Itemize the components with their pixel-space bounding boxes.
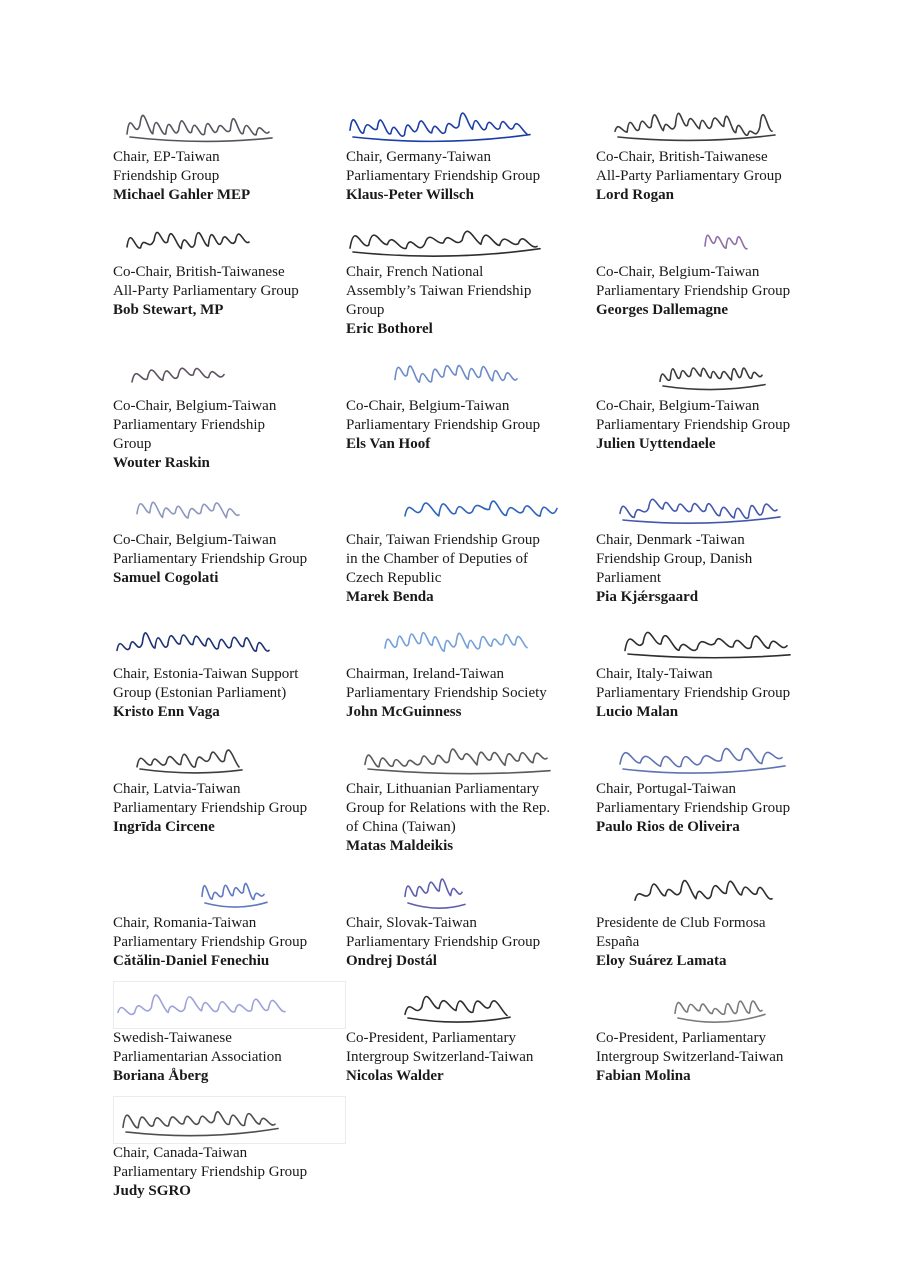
signatory-title-line: Chair, Denmark -Taiwan	[596, 532, 745, 548]
signatory-block	[346, 349, 596, 473]
signatory-name: Fabian Molina	[596, 1068, 691, 1084]
signatory-block	[596, 732, 815, 856]
signatory-title-line: Co-Chair, Belgium-Taiwan	[596, 264, 760, 280]
signature-image	[113, 215, 346, 263]
signatory-title-line: Parliamentary Friendship Group	[113, 551, 308, 567]
signature-stroke	[198, 866, 363, 914]
signatory-title	[346, 148, 596, 186]
signatory-title	[346, 531, 596, 588]
signatory-grid	[113, 100, 825, 1201]
signatory-block	[113, 617, 346, 722]
signature-image	[113, 866, 346, 914]
signatory-title-line: Chair, Lithuanian Parliamentary	[346, 781, 540, 797]
signatory-title-line: Chair, French National	[346, 264, 484, 280]
signatory-title	[113, 665, 346, 703]
signatory-block	[346, 981, 596, 1086]
signature-image	[113, 617, 346, 665]
signature-image	[346, 100, 596, 148]
signatory-title-line: Parliamentary Friendship Group	[346, 417, 541, 433]
signature-image	[596, 617, 815, 665]
signatory-title-line: Chair, Estonia-Taiwan Support	[113, 666, 299, 682]
signatory-block	[113, 215, 346, 339]
signatory-name: Wouter Raskin	[113, 455, 210, 471]
signatory-block	[113, 866, 346, 971]
signature-image	[113, 732, 346, 780]
signatory-block	[113, 349, 346, 473]
signatory-title	[113, 148, 346, 186]
signature-stroke	[123, 215, 273, 263]
signatory-title-line: Friendship Group	[113, 168, 220, 184]
signatory-title-line: Chair, Romania-Taiwan	[113, 915, 257, 931]
signatory-title-line: Chair, Slovak-Taiwan	[346, 915, 477, 931]
signatory-name: Judy SGRO	[113, 1183, 191, 1199]
signatory-block	[596, 617, 815, 722]
signature-stroke	[616, 732, 816, 780]
signature-image	[596, 483, 815, 531]
signature-stroke	[113, 617, 283, 665]
signatory-block	[596, 866, 815, 971]
signatory-block	[346, 483, 596, 607]
signatory-title-line: Parliamentary Friendship Society	[346, 685, 547, 701]
signatory-name: Marek Benda	[346, 589, 434, 605]
signature-stroke	[128, 349, 253, 397]
signature-image	[113, 349, 346, 397]
signature-image	[596, 349, 815, 397]
signature-stroke	[401, 483, 626, 531]
signature-stroke	[401, 981, 576, 1029]
signatory-title-line: Presidente de Club Formosa	[596, 915, 766, 931]
signatory-title-line: Group for Relations with the Rep.	[346, 800, 551, 816]
signature-image	[113, 483, 346, 531]
signature-image	[113, 981, 346, 1029]
signatory-name: Pia Kjǽrsgaard	[596, 589, 699, 605]
signatory-block	[346, 617, 596, 722]
signatory-title-line: Intergroup Switzerland-Taiwan	[346, 1049, 534, 1065]
signature-image	[596, 866, 815, 914]
signatory-name: Eloy Suárez Lamata	[596, 953, 727, 969]
signatory-title	[113, 1029, 346, 1067]
signatory-block	[113, 483, 346, 607]
signatory-title-line: Parliamentary Friendship Group	[596, 283, 791, 299]
signatory-title-line: Group (Estonian Parliament)	[113, 685, 287, 701]
signatory-title-line: Parliamentary Friendship Group	[113, 934, 308, 950]
signatory-name: Els Van Hoof	[346, 436, 431, 452]
signatory-title	[596, 148, 815, 186]
signature-image	[346, 349, 596, 397]
signature-stroke	[631, 866, 821, 914]
signatory-block	[346, 732, 596, 856]
signature-image	[596, 215, 815, 263]
signature-image	[113, 1096, 346, 1144]
signatory-title	[596, 914, 815, 952]
signatory-title-line: Parliamentary Friendship Group	[596, 800, 791, 816]
signatory-title-line: Parliamentary Friendship Group	[346, 168, 541, 184]
signature-image	[596, 100, 815, 148]
signatory-title-line: Parliamentary Friendship Group	[346, 934, 541, 950]
signatory-title	[346, 665, 596, 703]
signatory-title-line: Group	[346, 302, 385, 318]
signatory-block	[113, 100, 346, 205]
signatory-name: Boriana Åberg	[113, 1068, 209, 1084]
signature-image	[346, 215, 596, 263]
signatory-title	[113, 914, 346, 952]
signatory-name: Ondrej Dostál	[346, 953, 437, 969]
signatory-title	[113, 263, 346, 301]
signature-stroke	[621, 617, 826, 665]
signatory-name: Klaus-Peter Willsch	[346, 187, 474, 203]
signatory-title-line: Chair, Taiwan Friendship Group	[346, 532, 540, 548]
signatory-title-line: Co-Chair, British-Taiwanese	[596, 149, 768, 165]
signatory-block	[346, 100, 596, 205]
signatory-title-line: Co-Chair, Belgium-Taiwan	[113, 398, 277, 414]
signatory-title-line: Co-Chair, British-Taiwanese	[113, 264, 285, 280]
signatory-title-line: Co-President, Parliamentary	[346, 1030, 516, 1046]
signatory-block	[113, 732, 346, 856]
signatory-title-line: in the Chamber of Deputies of	[346, 551, 529, 567]
signature-stroke	[381, 617, 576, 665]
signatory-title	[346, 1029, 596, 1067]
signatory-block	[346, 215, 596, 339]
signature-stroke	[114, 980, 299, 1028]
signatory-title-line: Parliamentary Friendship Group	[596, 417, 791, 433]
signatory-name: Georges Dallemagne	[596, 302, 729, 318]
signature-image	[113, 100, 346, 148]
signatory-block	[596, 100, 815, 205]
signature-stroke	[656, 349, 836, 397]
signatory-title-line: Parliament	[596, 570, 661, 586]
signature-stroke	[616, 483, 811, 531]
signatory-name: Julien Uyttendaele	[596, 436, 716, 452]
signature-image	[346, 732, 596, 780]
signatory-name: Nicolas Walder	[346, 1068, 444, 1084]
signature-image	[346, 981, 596, 1029]
signature-stroke	[346, 215, 551, 263]
signature-stroke	[119, 1095, 294, 1143]
signatory-block	[596, 215, 815, 339]
signatory-name: Lord Rogan	[596, 187, 674, 203]
signatory-title	[596, 263, 815, 301]
signatory-title	[596, 780, 815, 818]
signatory-title-line: Chair, Italy-Taiwan	[596, 666, 713, 682]
signatory-title-line: Parliamentary Friendship	[113, 417, 266, 433]
signatory-title-line: All-Party Parliamentary Group	[113, 283, 299, 299]
signatory-block	[596, 483, 815, 607]
signature-stroke	[611, 100, 801, 148]
signature-stroke	[346, 100, 541, 148]
signatory-title	[596, 1029, 815, 1067]
signatory-title-line: Czech Republic	[346, 570, 442, 586]
signatory-title-line: of China (Taiwan)	[346, 819, 456, 835]
signatory-title	[113, 531, 346, 569]
signatory-title	[346, 780, 596, 837]
signatory-title-line: Co-Chair, Belgium-Taiwan	[346, 398, 510, 414]
signatory-block	[596, 349, 815, 473]
signatory-title-line: Co-President, Parliamentary	[596, 1030, 766, 1046]
signatory-block	[113, 1096, 346, 1201]
signatory-block	[596, 981, 815, 1086]
signatory-name: Cătălin-Daniel Fenechiu	[113, 953, 270, 969]
signatory-name: Eric Bothorel	[346, 321, 433, 337]
signatory-title-line: Intergroup Switzerland-Taiwan	[596, 1049, 784, 1065]
signatory-title-line: Parliamentarian Association	[113, 1049, 282, 1065]
signature-stroke	[123, 100, 293, 148]
signatory-title-line: Group	[113, 436, 152, 452]
signature-stroke	[133, 483, 273, 531]
signatory-title-line: Friendship Group, Danish	[596, 551, 753, 567]
signatory-title-line: Co-Chair, Belgium-Taiwan	[596, 398, 760, 414]
signatory-name: Ingrīda Circene	[113, 819, 215, 835]
signatory-name: Bob Stewart, MP	[113, 302, 224, 318]
signatory-title-line: Co-Chair, Belgium-Taiwan	[113, 532, 277, 548]
signatory-title-line: Parliamentary Friendship Group	[113, 1164, 308, 1180]
signatory-title	[596, 665, 815, 703]
signatory-name: Lucio Malan	[596, 704, 679, 720]
signatory-title-line: Assembly’s Taiwan Friendship	[346, 283, 532, 299]
signatory-title-line: España	[596, 934, 640, 950]
signatory-title-line: Swedish-Taiwanese	[113, 1030, 232, 1046]
signatory-title-line: Parliamentary Friendship Group	[113, 800, 308, 816]
signature-stroke	[361, 732, 576, 780]
signatory-block	[346, 866, 596, 971]
signatory-title-line: Chair, Germany-Taiwan	[346, 149, 491, 165]
signatory-title-line: Chair, EP-Taiwan	[113, 149, 220, 165]
signatory-title	[346, 397, 596, 435]
signatory-block	[113, 981, 346, 1086]
signature-image	[596, 732, 815, 780]
signature-image	[346, 483, 596, 531]
signatory-title	[596, 397, 815, 435]
signatory-title	[596, 531, 815, 588]
signatory-title	[113, 1144, 346, 1182]
signatory-title-line: All-Party Parliamentary Group	[596, 168, 782, 184]
signature-stroke	[133, 732, 273, 780]
signatory-name: Matas Maldeikis	[346, 838, 454, 854]
signature-stroke	[391, 349, 576, 397]
signatory-name: Samuel Cogolati	[113, 570, 219, 586]
signature-image	[346, 866, 596, 914]
signatory-title	[113, 780, 346, 818]
signature-stroke	[671, 981, 851, 1029]
signatory-title	[346, 263, 596, 320]
signatory-name: John McGuinness	[346, 704, 462, 720]
signatory-name: Paulo Rios de Oliveira	[596, 819, 740, 835]
signatory-title-line: Chair, Canada-Taiwan	[113, 1145, 248, 1161]
signatory-title-line: Chair, Portugal-Taiwan	[596, 781, 736, 797]
signatory-name: Kristo Enn Vaga	[113, 704, 220, 720]
signatory-title	[346, 914, 596, 952]
signatory-title-line: Parliamentary Friendship Group	[596, 685, 791, 701]
signature-image	[346, 617, 596, 665]
signatory-title	[113, 397, 346, 454]
signatory-title-line: Chair, Latvia-Taiwan	[113, 781, 241, 797]
signature-stroke	[401, 866, 531, 914]
signature-image	[596, 981, 815, 1029]
signatory-title-line: Chairman, Ireland-Taiwan	[346, 666, 505, 682]
signature-stroke	[701, 215, 866, 263]
signatory-name: Michael Gahler MEP	[113, 187, 251, 203]
